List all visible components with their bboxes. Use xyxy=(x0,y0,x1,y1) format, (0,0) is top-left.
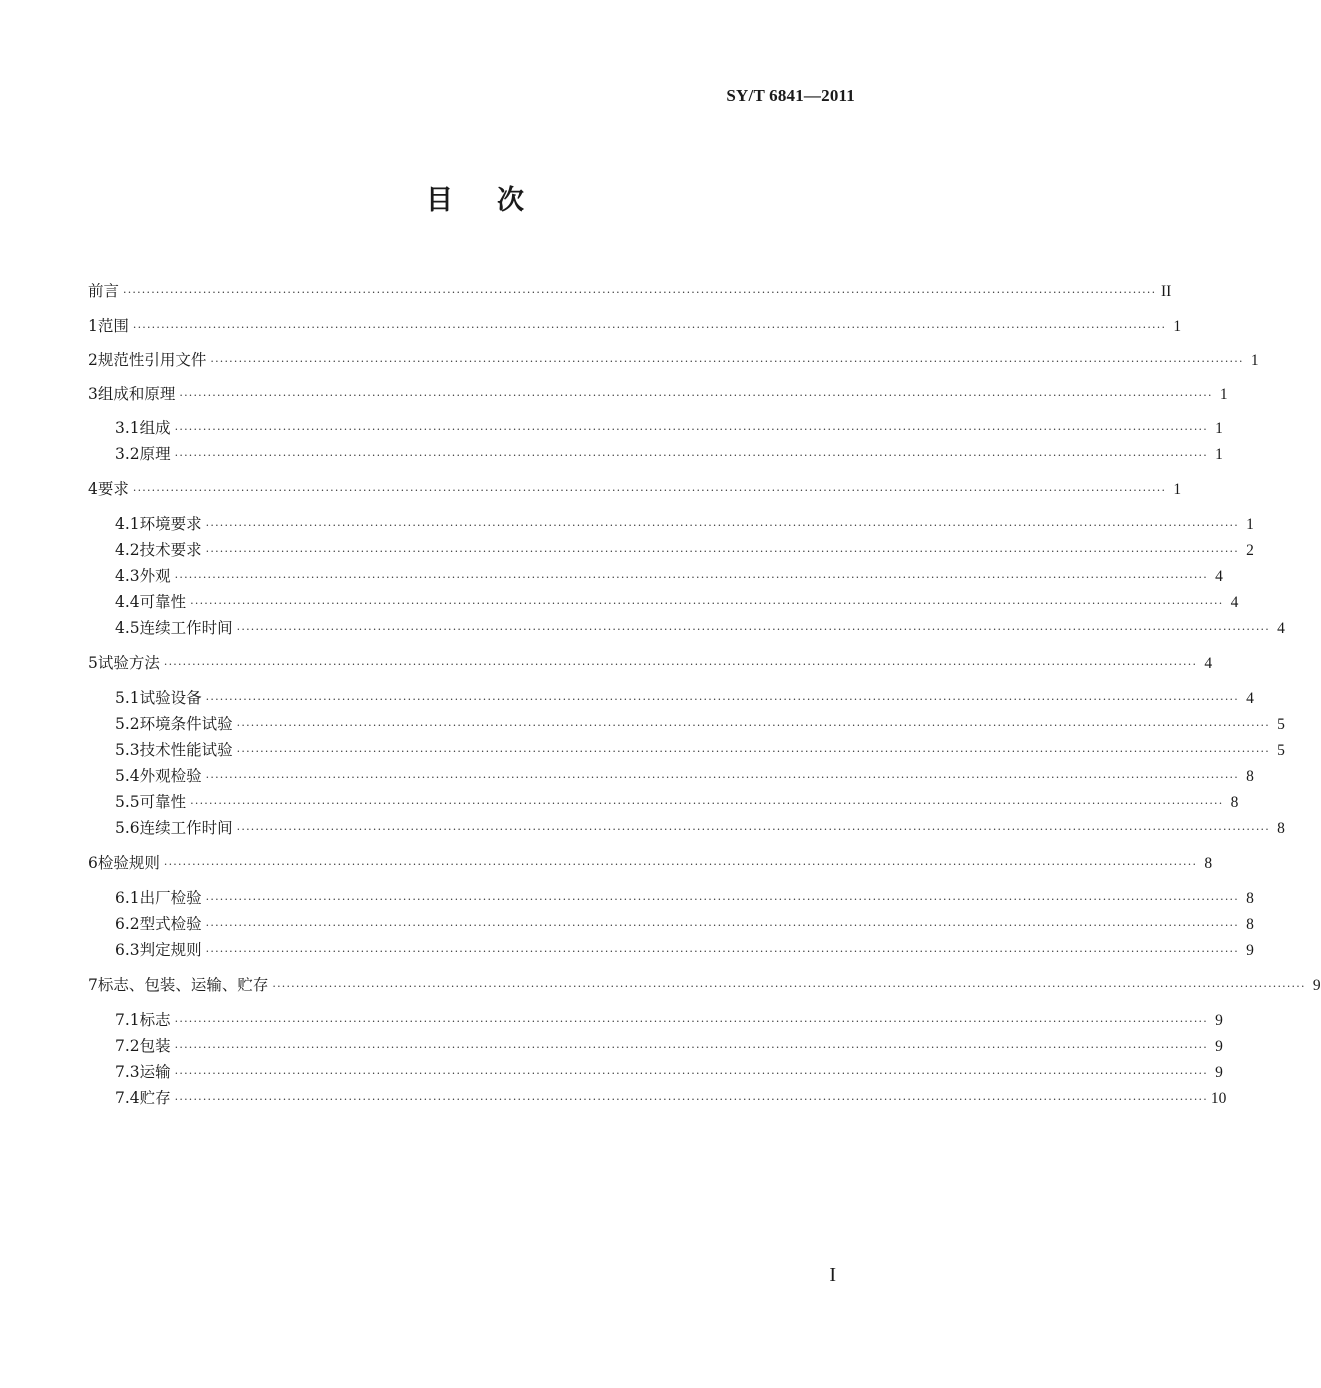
toc-entry[interactable] xyxy=(88,915,1254,933)
toc-entry-number: 5.6 xyxy=(115,819,140,837)
toc-entry[interactable] xyxy=(88,541,1254,559)
toc-entry-number: 7 xyxy=(88,976,98,994)
toc-entry-label: 外观检验 xyxy=(139,767,202,785)
toc-entry-number: 3.2 xyxy=(115,445,140,463)
toc-leader-dots: ···························································································································································································································· xyxy=(205,892,1239,906)
toc-entry[interactable] xyxy=(88,1089,1227,1107)
toc-entry[interactable] xyxy=(88,741,1285,759)
toc-entry[interactable] xyxy=(88,567,1223,585)
toc-entry-number: 7.3 xyxy=(115,1063,140,1081)
toc-entry-number: 5 xyxy=(88,654,98,672)
toc-leader-dots: ···························································································································································································································· xyxy=(163,657,1198,671)
toc-entry-number: 2 xyxy=(88,351,98,369)
toc-entry-label: 组成 xyxy=(139,419,171,437)
toc-entry[interactable] xyxy=(88,351,1259,369)
toc-entry[interactable] xyxy=(88,515,1254,533)
toc-entry-page: 4 xyxy=(1204,655,1213,672)
toc-entry-page: 9 xyxy=(1215,1038,1223,1055)
toc-leader-dots: ···························································································································································································································· xyxy=(123,285,1157,299)
toc-leader-dots: ···························································································································································································································· xyxy=(179,388,1213,402)
toc-entry-number: 4.2 xyxy=(115,541,140,559)
toc-entry-label: 前言 xyxy=(88,282,120,300)
toc-entry-page: 9 xyxy=(1312,977,1321,994)
toc-entry[interactable] xyxy=(88,941,1254,959)
toc-entry[interactable] xyxy=(88,480,1182,498)
toc-entry-label: 环境要求 xyxy=(139,515,202,533)
toc-leader-dots: ···························································································································································································································· xyxy=(174,1066,1208,1080)
toc-entry-number: 6.1 xyxy=(115,889,140,907)
toc-entry-page: 2 xyxy=(1246,542,1254,559)
toc-entry[interactable] xyxy=(88,593,1239,611)
toc-entry-label: 技术性能试验 xyxy=(139,741,233,759)
toc-entry-label: 要求 xyxy=(97,480,129,498)
toc-entry-label: 试验方法 xyxy=(97,654,160,672)
toc-entry-page: 1 xyxy=(1173,481,1182,498)
page-title xyxy=(0,178,950,217)
toc-leader-dots: ···························································································································································································································· xyxy=(174,1014,1208,1028)
toc-entry-page: 4 xyxy=(1277,620,1285,637)
toc-entry[interactable] xyxy=(88,619,1285,637)
toc-entry[interactable] xyxy=(88,767,1254,785)
toc-entry-page: 4 xyxy=(1246,690,1254,707)
toc-entry-label: 可靠性 xyxy=(139,793,187,811)
toc-entry-page: 9 xyxy=(1246,942,1254,959)
toc-entry-label: 可靠性 xyxy=(139,593,187,611)
toc-leader-dots: ···························································································································································································································· xyxy=(205,770,1239,784)
document-code: SY/T 6841—2011 xyxy=(726,86,855,105)
toc-entry-page: 8 xyxy=(1230,794,1239,811)
toc-entry-label: 试验设备 xyxy=(139,689,202,707)
toc-entry[interactable] xyxy=(88,889,1254,907)
toc-entry-number: 7.2 xyxy=(115,1037,140,1055)
toc-entry[interactable] xyxy=(88,689,1254,707)
toc-entry[interactable] xyxy=(88,654,1213,672)
toc-entry-page: 8 xyxy=(1246,768,1254,785)
toc-leader-dots: ···························································································································································································································· xyxy=(190,596,1224,610)
toc-entry-number: 4.3 xyxy=(115,567,140,585)
toc-entry-number: 5.2 xyxy=(115,715,140,733)
toc-entry-page: 9 xyxy=(1215,1064,1223,1081)
toc-entry-page: 4 xyxy=(1230,594,1239,611)
toc-leader-dots: ···························································································································································································································· xyxy=(205,944,1239,958)
toc-leader-dots: ···························································································································································································································· xyxy=(174,422,1208,436)
toc-entry-page: 5 xyxy=(1277,716,1285,733)
toc-leader-dots: ···························································································································································································································· xyxy=(205,518,1239,532)
toc-leader-dots: ···························································································································································································································· xyxy=(236,622,1270,636)
toc-entry-page: 9 xyxy=(1215,1012,1223,1029)
toc-entry-label: 标志、包装、运输、贮存 xyxy=(97,976,269,994)
toc-entry-page: 8 xyxy=(1246,890,1254,907)
toc-entry[interactable] xyxy=(88,793,1239,811)
toc-entry-page: 1 xyxy=(1215,420,1223,437)
toc-entry[interactable] xyxy=(88,854,1213,872)
toc-entry-page: II xyxy=(1160,283,1172,300)
toc-leader-dots: ···························································································································································································································· xyxy=(236,718,1270,732)
toc-entry-label: 外观 xyxy=(139,567,171,585)
page-title-char-1: 目 xyxy=(426,185,453,216)
toc-entry-page: 8 xyxy=(1204,855,1213,872)
toc-leader-dots: ···························································································································································································································· xyxy=(236,744,1270,758)
toc-leader-dots: ···························································································································································································································· xyxy=(163,857,1198,871)
toc-entry-number: 5.3 xyxy=(115,741,140,759)
toc-entry[interactable] xyxy=(88,715,1285,733)
toc-entry-page: 4 xyxy=(1215,568,1223,585)
toc-entry[interactable] xyxy=(88,282,1172,300)
toc-entry-page: 8 xyxy=(1277,820,1285,837)
toc-entry-label: 规范性引用文件 xyxy=(97,351,207,369)
toc-entry-label: 环境条件试验 xyxy=(139,715,233,733)
toc-entry-number: 5.1 xyxy=(115,689,140,707)
toc-entry-label: 连续工作时间 xyxy=(139,819,233,837)
toc-entry-page: 1 xyxy=(1219,386,1228,403)
toc-entry-label: 判定规则 xyxy=(139,941,202,959)
page-number: I xyxy=(829,1264,836,1286)
toc-entry-number: 4 xyxy=(88,480,98,498)
toc-leader-dots: ···························································································································································································································· xyxy=(205,544,1239,558)
toc-leader-dots: ···························································································································································································································· xyxy=(210,354,1244,368)
toc-leader-dots: ···························································································································································································································· xyxy=(174,1040,1208,1054)
toc-entry-page: 1 xyxy=(1250,352,1259,369)
toc-entry-number: 6 xyxy=(88,854,98,872)
toc-leader-dots: ···························································································································································································································· xyxy=(236,822,1270,836)
toc-entry[interactable] xyxy=(88,1063,1223,1081)
toc-entry-number: 6.3 xyxy=(115,941,140,959)
toc-entry-label: 范围 xyxy=(97,317,129,335)
toc-leader-dots: ···························································································································································································································· xyxy=(174,1092,1208,1106)
toc-entry-number: 1 xyxy=(88,317,98,335)
toc-entry[interactable] xyxy=(88,419,1223,437)
toc-leader-dots: ···························································································································································································································· xyxy=(174,570,1208,584)
toc-entry-page: 10 xyxy=(1210,1090,1227,1107)
toc-leader-dots: ···························································································································································································································· xyxy=(190,796,1224,810)
toc-entry-page: 5 xyxy=(1277,742,1285,759)
toc-entry-label: 贮存 xyxy=(139,1089,171,1107)
toc-entry-label: 出厂检验 xyxy=(139,889,202,907)
toc-leader-dots: ···························································································································································································································· xyxy=(272,979,1306,993)
toc-entry[interactable] xyxy=(88,1037,1223,1055)
toc-leader-dots: ···························································································································································································································· xyxy=(132,320,1167,334)
toc-entry-number: 4.1 xyxy=(115,515,140,533)
toc-entry[interactable] xyxy=(88,976,1321,994)
toc-entry-number: 3.1 xyxy=(115,419,140,437)
toc-entry-label: 技术要求 xyxy=(139,541,202,559)
toc-leader-dots: ···························································································································································································································· xyxy=(205,918,1239,932)
toc-entry-number: 6.2 xyxy=(115,915,140,933)
toc-entry-label: 检验规则 xyxy=(97,854,160,872)
toc-entry-page: 1 xyxy=(1246,516,1254,533)
toc-entry-number: 5.5 xyxy=(115,793,140,811)
toc-entry[interactable] xyxy=(88,317,1182,335)
toc-entry-label: 包装 xyxy=(139,1037,171,1055)
toc-entry-number: 4.4 xyxy=(115,593,140,611)
toc-entry-label: 运输 xyxy=(139,1063,171,1081)
toc-entry-number: 7.4 xyxy=(115,1089,140,1107)
toc-entry-number: 5.4 xyxy=(115,767,140,785)
toc-entry-number: 3 xyxy=(88,385,98,403)
toc-entry-number: 4.5 xyxy=(115,619,140,637)
toc-entry-label: 组成和原理 xyxy=(97,385,176,403)
toc-leader-dots: ···························································································································································································································· xyxy=(205,692,1239,706)
toc-leader-dots: ···························································································································································································································· xyxy=(132,483,1167,497)
toc-entry-page: 1 xyxy=(1173,318,1182,335)
toc-entry-label: 型式检验 xyxy=(139,915,202,933)
toc-entry-number: 7.1 xyxy=(115,1011,140,1029)
toc-leader-dots: ···························································································································································································································· xyxy=(174,448,1208,462)
toc-entry[interactable] xyxy=(88,385,1228,403)
toc-entry-label: 原理 xyxy=(139,445,171,463)
toc-entry-page: 1 xyxy=(1215,446,1223,463)
toc-entry[interactable] xyxy=(88,819,1285,837)
toc-entry[interactable] xyxy=(88,1011,1223,1029)
toc-entry-label: 连续工作时间 xyxy=(139,619,233,637)
toc-entry-page: 8 xyxy=(1246,916,1254,933)
toc-entry[interactable] xyxy=(88,445,1223,463)
toc-entry-label: 标志 xyxy=(139,1011,171,1029)
page-title-char-2: 次 xyxy=(497,185,524,216)
